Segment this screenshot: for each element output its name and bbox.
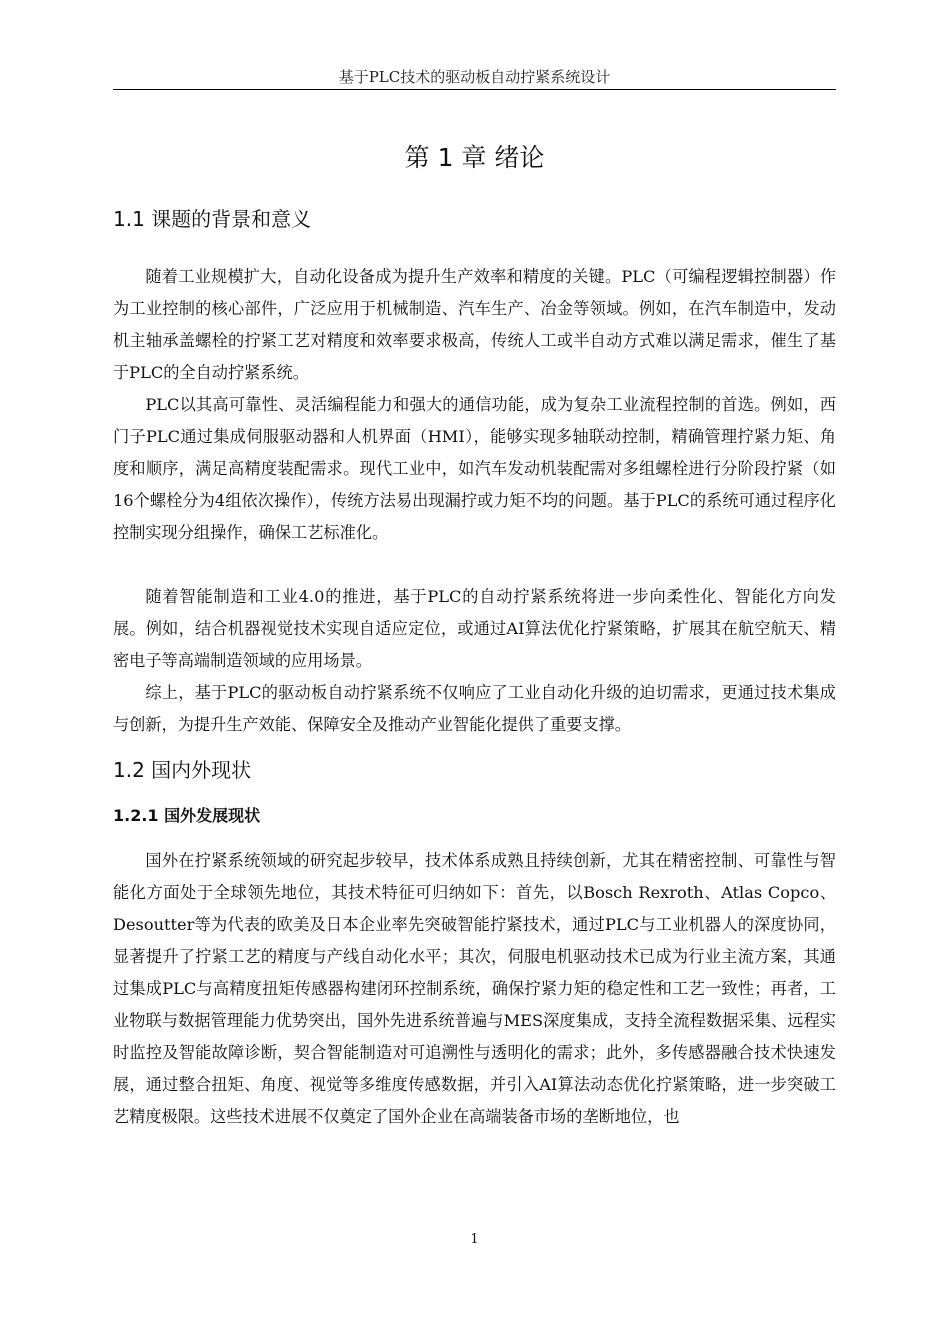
section-heading-1-1: 1.1 课题的背景和意义 bbox=[113, 207, 312, 231]
paragraph-background-2: PLC以其高可靠性、灵活编程能力和强大的通信功能，成为复杂工业流程控制的首选。例如，西门子PLC通过集成伺服驱动器和人机界面（HMI），能够实现多轴联动控制，精确管理拧紧力矩、角度和顺序，满足高精度装配需求。现代工业中，如汽车发动机装配需对多组螺栓进行分阶段拧紧（如16个螺栓分为4组依次操作），传统方法易出现漏拧或力矩不均的问题。基于PLC的系统可通过程序化控制实现分组操作，确保工艺标准化。 bbox=[113, 395, 836, 542]
paragraph-background-3: 随着智能制造和工业4.0的推进，基于PLC的自动拧紧系统将进一步向柔性化、智能化方向发展。例如，结合机器视觉技术实现自适应定位，或通过AI算法优化拧紧策略，扩展其在航空航天、精密电子等高端制造领域的应用场景。 bbox=[113, 587, 836, 670]
header-rule bbox=[113, 89, 836, 90]
subsection-heading-1-2-1: 1.2.1 国外发展现状 bbox=[113, 806, 261, 825]
page-number: 1 bbox=[470, 1232, 479, 1247]
paragraph-background-4: 综上，基于PLC的驱动板自动拧紧系统不仅响应了工业自动化升级的迫切需求，更通过技术集成与创新，为提升生产效能、保障安全及推动产业智能化提供了重要支撑。 bbox=[113, 683, 836, 734]
paragraph-background-1: 随着工业规模扩大，自动化设备成为提升生产效率和精度的关键。PLC（可编程逻辑控制器）作为工业控制的核心部件，广泛应用于机械制造、汽车生产、冶金等领域。例如，在汽车制造中，发动机主轴承盖螺栓的拧紧工艺对精度和效率要求极高，传统人工或半自动方式难以满足需求，催生了基于PLC的全自动拧紧系统。 bbox=[113, 267, 836, 382]
section-heading-1-2: 1.2 国内外现状 bbox=[113, 758, 252, 782]
chapter-title: 第 1 章 绪论 bbox=[404, 143, 545, 172]
running-header: 基于PLC技术的驱动板自动拧紧系统设计 bbox=[338, 68, 611, 86]
paragraph-foreign-status-1: 国外在拧紧系统领域的研究起步较早，技术体系成熟且持续创新，尤其在精密控制、可靠性与智能化方面处于全球领先地位，其技术特征可归纳如下：首先，以Bosch Rexroth、Atlas Copco、Desoutter等为代表的欧美及日本企业率先突破智能拧紧技术，通过PLC与工业机器人的深度协同，显著提升了拧紧工艺的精度与产线自动化水平；其次，伺服电机驱动技术已成为行业主流方案，其通过集成PLC与高精度扭矩传感器构建闭环控制系统，确保拧紧力矩的稳定性和工艺一致性；再者，工业物联与数据管理能力优势突出，国外先进系统普遍与MES深度集成，支持全流程数据采集、远程实时监控及智能故障诊断，契合智能制造对可追溯性与透明化的需求；此外，多传感器融合技术快速发展，通过整合扭矩、角度、视觉等多维度传感数据，并引入AI算法动态优化拧紧策略，进一步突破工艺精度极限。这些技术进展不仅奠定了国外企业在高端装备市场的垄断地位，也 bbox=[113, 851, 836, 1126]
